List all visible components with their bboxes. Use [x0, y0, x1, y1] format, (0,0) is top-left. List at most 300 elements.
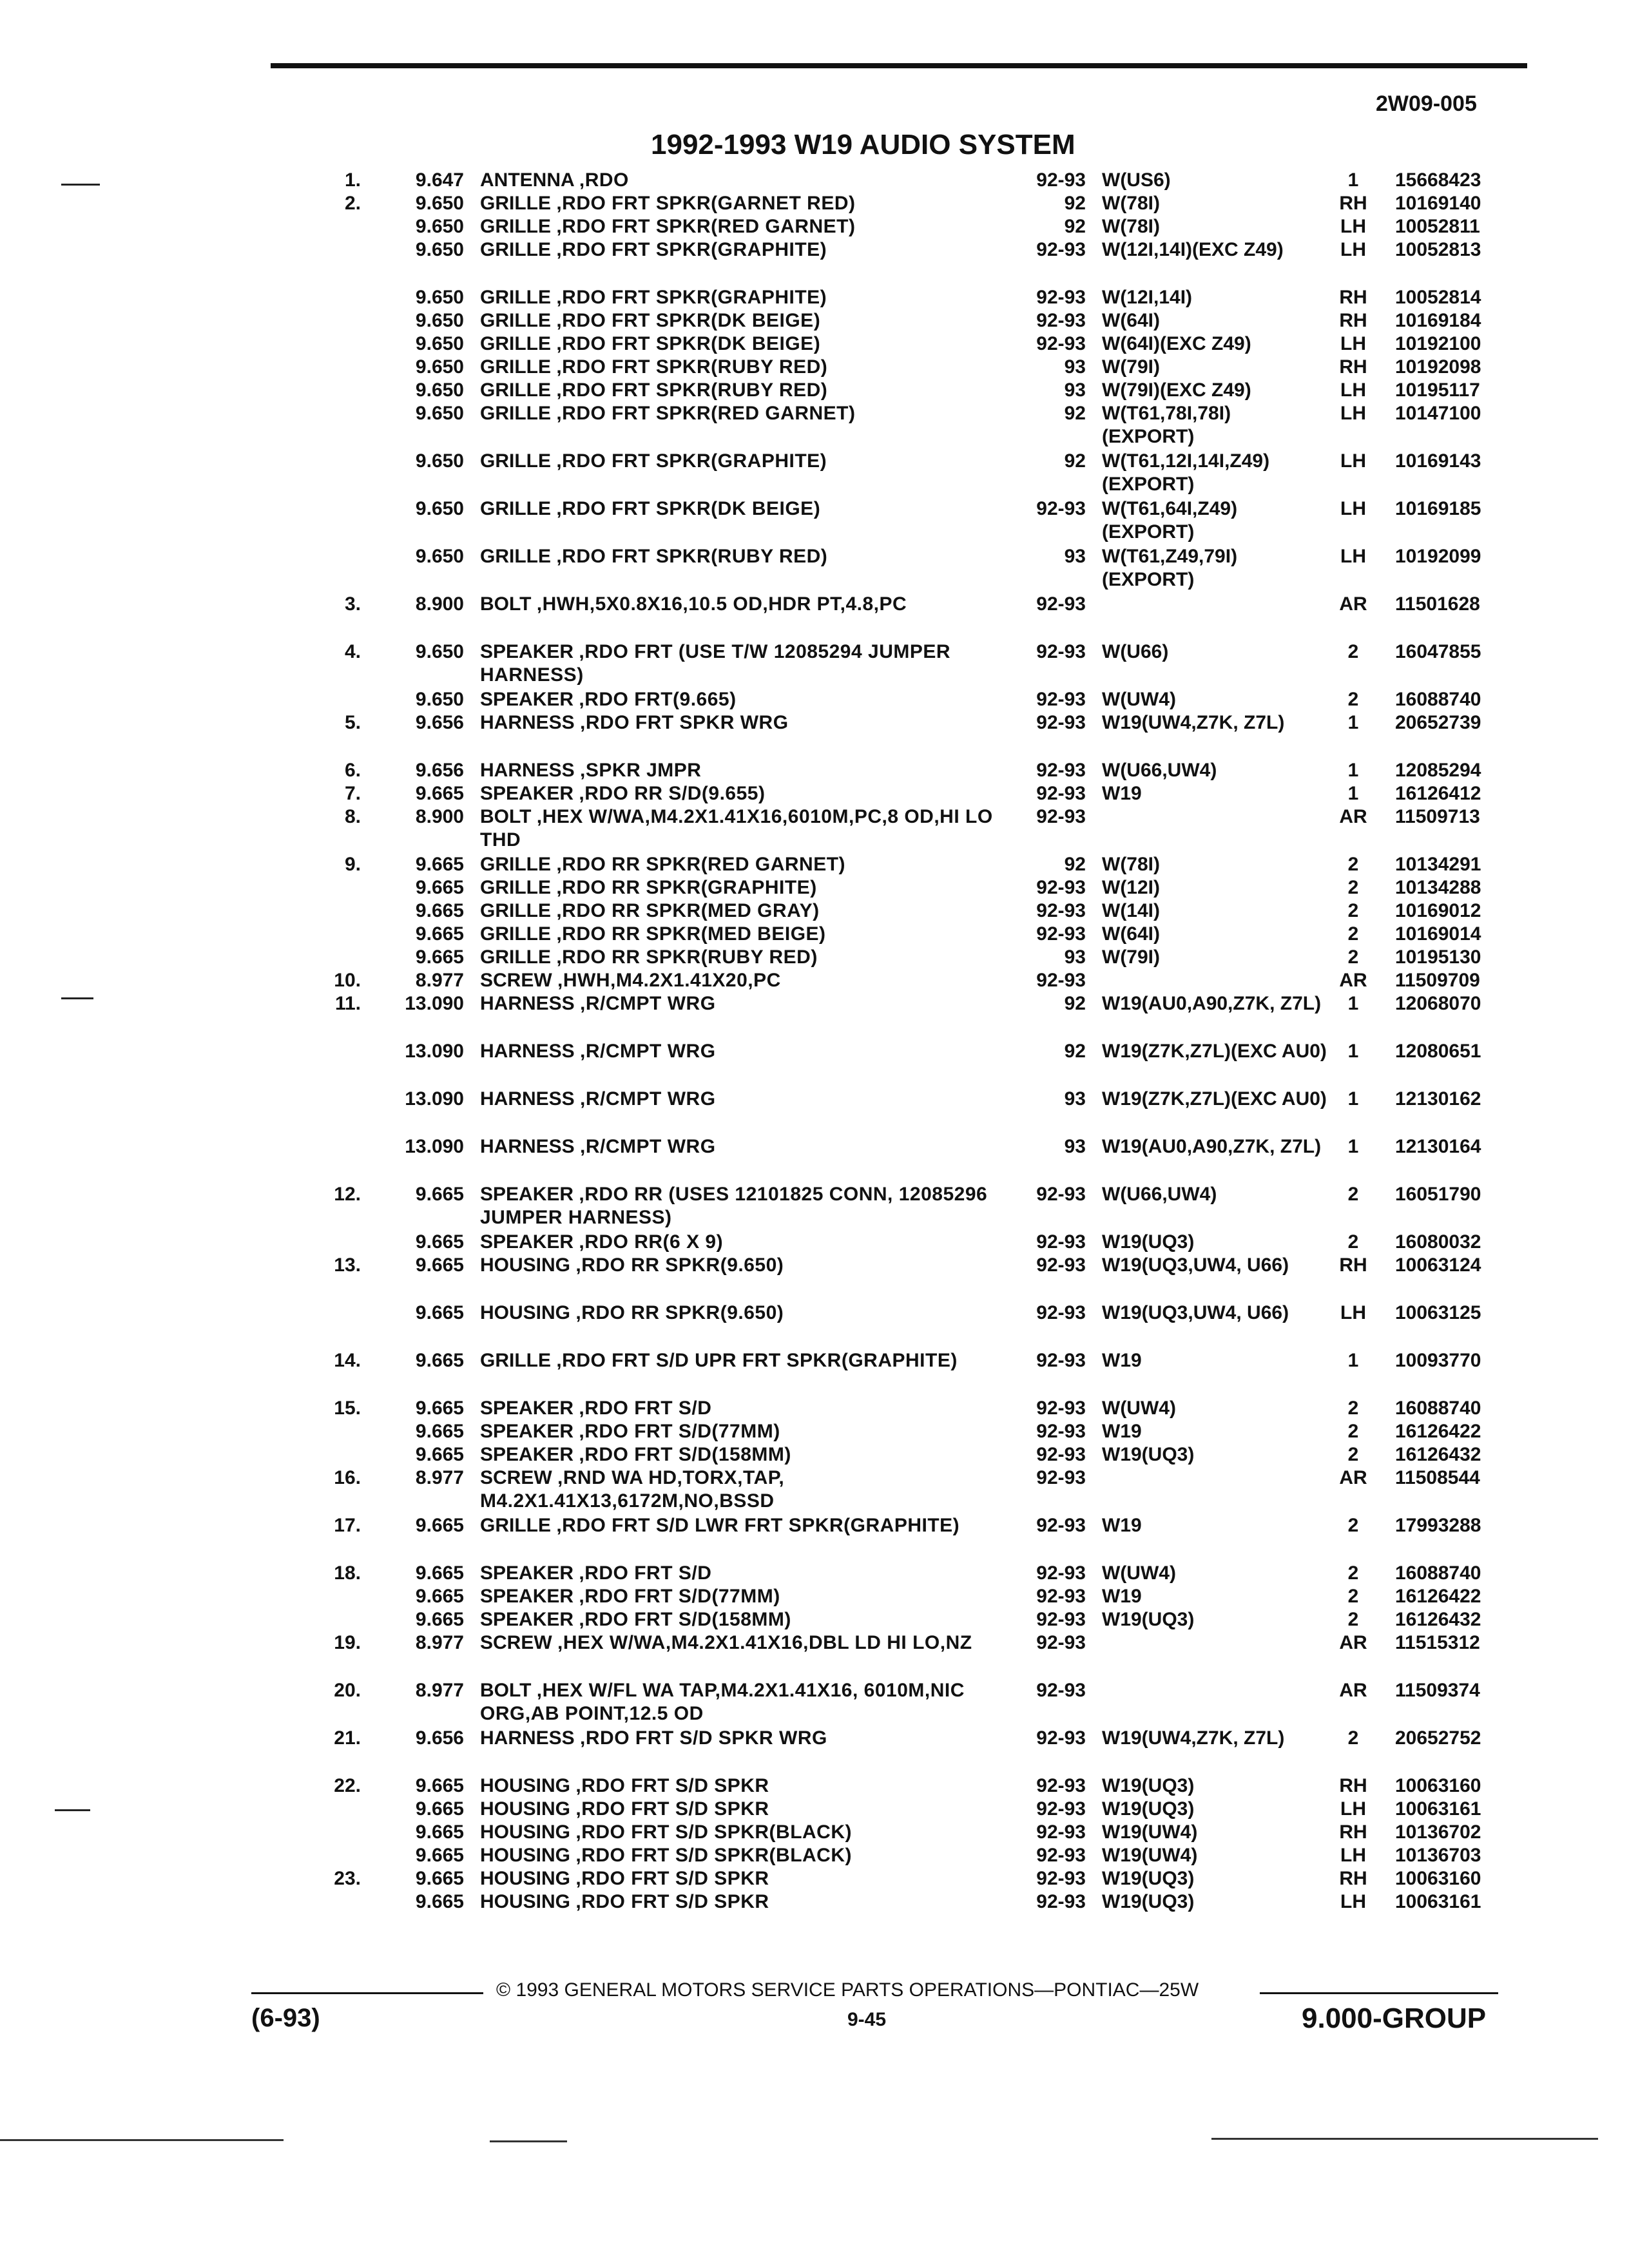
part-name: HARNESS: [480, 1041, 575, 1062]
usage-code: W19: [1102, 1350, 1142, 1371]
model-years: 92-93: [1036, 1680, 1086, 1701]
usage-code: W19(UQ3): [1102, 1891, 1195, 1912]
part-description: [480, 1727, 1008, 1750]
model-years: 92-93: [1036, 712, 1086, 733]
part-number: 16047855: [1395, 641, 1481, 662]
part-name: HOUSING: [480, 1254, 571, 1276]
part-description: [480, 1135, 1008, 1158]
part-number: 10192098: [1395, 356, 1481, 378]
quantity: AR: [1339, 593, 1367, 615]
part-row: [0, 778, 1629, 802]
model-years: 93: [1064, 947, 1086, 968]
quantity: 2: [1347, 900, 1359, 921]
quantity: LH: [1340, 216, 1366, 237]
part-detail: ,RDO FRT S/D LWR FRT SPKR(GRAPHITE): [556, 1515, 960, 1536]
model-years: 92-93: [1036, 1727, 1086, 1749]
group-number: 9.650: [415, 450, 464, 472]
part-row: [0, 919, 1629, 945]
part-number: 10063125: [1395, 1302, 1481, 1323]
part-name: GRILLE: [480, 498, 551, 519]
part-number: 11501628: [1395, 593, 1480, 615]
quantity: 1: [1347, 169, 1359, 191]
part-name: SPEAKER: [480, 689, 574, 710]
quantity: RH: [1339, 1868, 1367, 1889]
quantity: 2: [1347, 1609, 1359, 1630]
group-number: 13.090: [405, 993, 464, 1014]
quantity: LH: [1340, 333, 1366, 354]
model-years: 92-93: [1036, 877, 1086, 898]
footer-date: (6-93): [251, 2004, 320, 2032]
quantity: LH: [1340, 546, 1366, 567]
model-years: 92-93: [1036, 1609, 1086, 1630]
part-detail: ,RDO FRT SPKR(GRAPHITE): [556, 287, 827, 308]
part-row: [0, 1558, 1629, 1584]
usage-code: W(79I): [1102, 947, 1160, 968]
quantity: 2: [1347, 1562, 1359, 1584]
part-name: HOUSING: [480, 1868, 571, 1889]
part-row: [0, 1131, 1629, 1179]
part-detail: ,RDO FRT SPKR(DK BEIGE): [556, 310, 821, 331]
usage-code: W(78I): [1102, 216, 1160, 237]
part-detail: ,RDO FRT S/D: [579, 1562, 712, 1584]
part-detail: ,RDO FRT SPKR(RED GARNET): [556, 216, 856, 237]
model-years: 92-93: [1036, 783, 1086, 804]
part-description: [480, 1514, 1008, 1537]
part-number: 11515312: [1395, 1632, 1480, 1653]
part-row: [0, 1887, 1629, 1910]
model-years: 93: [1064, 546, 1086, 567]
part-row: [0, 1345, 1629, 1393]
part-detail: ,RND WA HD,TORX,TAP, M4.2X1.41X13,6172M,NO,BSSD: [480, 1467, 785, 1512]
part-row: [0, 942, 1629, 968]
part-description: [480, 711, 1008, 735]
part-name: SPEAKER: [480, 1421, 574, 1442]
part-detail: ,RDO FRT S/D SPKR(BLACK): [575, 1821, 853, 1843]
part-name: SPEAKER: [480, 783, 574, 804]
part-detail: ,RDO FRT SPKR(GRAPHITE): [556, 239, 827, 260]
part-row: [0, 1393, 1629, 1419]
part-number: 11509374: [1395, 1680, 1480, 1701]
part-detail: ,HEX W/WA,M4.2X1.41X16,6010M,PC,8 OD,HI LO THD: [480, 806, 993, 850]
part-row: [0, 329, 1629, 352]
part-name: HARNESS: [480, 993, 575, 1014]
part-row: [0, 849, 1629, 875]
model-years: 92-93: [1036, 1632, 1086, 1653]
part-detail: ,RDO RR SPKR(MED GRAY): [556, 900, 820, 921]
part-row: [0, 1463, 1629, 1510]
model-years: 93: [1064, 356, 1086, 378]
part-name: HARNESS: [480, 712, 575, 733]
group-number: 9.665: [415, 1254, 464, 1276]
part-name: SPEAKER: [480, 1231, 574, 1253]
part-number: 16051790: [1395, 1184, 1481, 1205]
model-years: 92-93: [1036, 498, 1086, 519]
part-name: GRILLE: [480, 854, 551, 875]
usage-code: W19(UQ3): [1102, 1775, 1195, 1796]
part-row: [0, 1084, 1629, 1131]
group-number: 9.650: [415, 356, 464, 378]
group-number: 13.090: [405, 1088, 464, 1110]
usage-code: W(79I): [1102, 356, 1160, 378]
part-detail: ,RDO FRT S/D(158MM): [579, 1444, 791, 1465]
part-row: [0, 1628, 1629, 1675]
part-detail: ,RDO FRT S/D(158MM): [579, 1609, 791, 1630]
group-number: 9.656: [415, 760, 464, 781]
model-years: 92-93: [1036, 239, 1086, 260]
part-detail: ,RDO FRT SPKR(RUBY RED): [556, 380, 828, 401]
group-number: 9.665: [415, 1868, 464, 1889]
part-number: 10169012: [1395, 900, 1481, 921]
usage-code: W19(UQ3): [1102, 1798, 1195, 1820]
group-number: 9.665: [415, 1350, 464, 1371]
part-row: [0, 165, 1629, 191]
model-years: 92-93: [1036, 593, 1086, 615]
usage-code: W19(UQ3,UW4, U66): [1102, 1302, 1289, 1323]
part-name: HARNESS: [480, 1136, 575, 1157]
quantity: 1: [1347, 1350, 1359, 1371]
part-name: SPEAKER: [480, 641, 574, 662]
group-number: 8.977: [415, 1467, 464, 1488]
group-number: 9.665: [415, 1398, 464, 1419]
group-number: 13.090: [405, 1041, 464, 1062]
part-number: 16126432: [1395, 1444, 1481, 1465]
part-number: 16126412: [1395, 783, 1481, 804]
part-description: [480, 1890, 1008, 1914]
part-description: [480, 1466, 1008, 1513]
model-years: 92-93: [1036, 1350, 1086, 1371]
part-row: [0, 305, 1629, 329]
part-name: SPEAKER: [480, 1586, 574, 1607]
part-name: GRILLE: [480, 333, 551, 354]
index-number: 9.: [344, 854, 361, 875]
index-number: 4.: [344, 641, 361, 662]
model-years: 92-93: [1036, 1845, 1086, 1866]
usage-code: W19(Z7K,Z7L)(EXC AU0): [1102, 1041, 1327, 1062]
model-years: 92-93: [1036, 1562, 1086, 1584]
part-number: 10052813: [1395, 239, 1481, 260]
quantity: 2: [1347, 1184, 1359, 1205]
part-row: [0, 1416, 1629, 1442]
part-detail: ,RDO FRT SPKR(DK BEIGE): [556, 333, 821, 354]
part-number: 10169140: [1395, 193, 1481, 214]
part-detail: ,RDO FRT SPKR(RUBY RED): [556, 546, 828, 567]
usage-code: W(U66,UW4): [1102, 760, 1217, 781]
group-number: 9.650: [415, 310, 464, 331]
bottom-rule: [0, 2139, 284, 2141]
part-description: [480, 1183, 1008, 1229]
usage-code: W(US6): [1102, 169, 1171, 191]
part-number: 16126422: [1395, 1421, 1481, 1442]
quantity: LH: [1340, 1798, 1366, 1820]
part-number: 10147100: [1395, 403, 1481, 424]
part-name: HOUSING: [480, 1798, 571, 1820]
part-detail: ,RDO FRT SPKR(GRAPHITE): [556, 450, 827, 472]
part-name: GRILLE: [480, 900, 551, 921]
group-number: 9.650: [415, 239, 464, 260]
part-name: SCREW: [480, 1632, 552, 1653]
part-row: [0, 494, 1629, 541]
part-name: HARNESS: [480, 760, 575, 781]
part-detail: ,RDO RR SPKR(GRAPHITE): [556, 877, 817, 898]
group-number: 9.665: [415, 1775, 464, 1796]
model-years: 92: [1064, 193, 1086, 214]
usage-code: W(UW4): [1102, 689, 1176, 710]
group-number: 9.665: [415, 1515, 464, 1536]
part-detail: ,RDO RR (USES 12101825 CONN, 12085296 JUMPER HARNESS): [480, 1184, 988, 1228]
part-row: [0, 188, 1629, 214]
model-years: 93: [1064, 380, 1086, 401]
quantity: LH: [1340, 380, 1366, 401]
part-row: [0, 755, 1629, 781]
model-years: 92-93: [1036, 923, 1086, 945]
model-years: 92-93: [1036, 1868, 1086, 1889]
part-detail: ,RDO FRT S/D SPKR: [575, 1891, 769, 1912]
part-detail: ,R/CMPT WRG: [580, 1136, 716, 1157]
part-name: SPEAKER: [480, 1444, 574, 1465]
part-row: [0, 1250, 1629, 1298]
model-years: 92-93: [1036, 1184, 1086, 1205]
part-detail: ,RDO FRT SPKR(GARNET RED): [556, 193, 856, 214]
part-row: [0, 282, 1629, 308]
part-name: HOUSING: [480, 1821, 571, 1843]
group-number: 9.665: [415, 900, 464, 921]
group-number: 9.665: [415, 1184, 464, 1205]
part-name: SCREW: [480, 970, 552, 991]
model-years: 92-93: [1036, 333, 1086, 354]
group-number: 8.977: [415, 1680, 464, 1701]
part-description: [480, 1088, 1008, 1111]
group-number: 9.665: [415, 854, 464, 875]
quantity: LH: [1340, 450, 1366, 472]
part-row: [0, 1840, 1629, 1866]
group-number: 9.650: [415, 287, 464, 308]
part-description: [480, 1679, 1008, 1725]
part-row: [0, 1581, 1629, 1607]
model-years: 92-93: [1036, 641, 1086, 662]
model-years: 93: [1064, 1088, 1086, 1110]
part-description: [480, 593, 1008, 616]
quantity: 2: [1347, 1231, 1359, 1253]
part-row: [0, 398, 1629, 446]
part-detail: ,RDO FRT (USE T/W 12085294 JUMPER HARNESS): [480, 641, 951, 686]
group-number: 9.665: [415, 923, 464, 945]
part-detail: ,HEX W/WA,M4.2X1.41X16,DBL LD HI LO,NZ: [557, 1632, 972, 1653]
usage-code: W(78I): [1102, 854, 1160, 875]
part-detail: ,RDO FRT S/D SPKR(BLACK): [575, 1845, 853, 1866]
quantity: 2: [1347, 689, 1359, 710]
group-number: 13.090: [405, 1136, 464, 1157]
part-row: [0, 1794, 1629, 1820]
part-number: 10052811: [1395, 216, 1480, 237]
part-description: [480, 640, 1008, 687]
group-number: 9.665: [415, 1798, 464, 1820]
usage-code: W19: [1102, 1515, 1142, 1536]
part-description: [480, 992, 1008, 1015]
index-number: 18.: [334, 1562, 361, 1584]
part-row: [0, 1723, 1629, 1771]
part-number: 10136703: [1395, 1845, 1481, 1866]
part-description: [480, 238, 1008, 262]
part-number: 10169185: [1395, 498, 1481, 519]
part-detail: ,RDO FRT S/D SPKR: [575, 1798, 769, 1820]
copyright-notice: © 1993 GENERAL MOTORS SERVICE PARTS OPERATIONS—PONTIAC—25W: [496, 1979, 1199, 2001]
group-number: 9.665: [415, 1609, 464, 1630]
group-number: 9.650: [415, 498, 464, 519]
model-years: 92-93: [1036, 1775, 1086, 1796]
part-detail: ,HWH,M4.2X1.41X20,PC: [557, 970, 781, 991]
part-row: [0, 707, 1629, 755]
quantity: 2: [1347, 923, 1359, 945]
usage-code: W(12I,14I): [1102, 287, 1193, 308]
part-name: GRILLE: [480, 356, 551, 378]
quantity: RH: [1339, 310, 1367, 331]
model-years: 92-93: [1036, 1254, 1086, 1276]
part-row: [0, 446, 1629, 494]
usage-code: W19(UW4): [1102, 1845, 1198, 1866]
part-name: GRILLE: [480, 310, 551, 331]
group-number: 9.665: [415, 783, 464, 804]
part-row: [0, 375, 1629, 401]
doc-code: 2W09-005: [1376, 91, 1477, 116]
part-number: 12085294: [1395, 760, 1481, 781]
group-number: 9.650: [415, 689, 464, 710]
part-number: 10192100: [1395, 333, 1481, 354]
model-years: 92-93: [1036, 1586, 1086, 1607]
part-name: GRILLE: [480, 923, 551, 945]
usage-code: W(12I): [1102, 877, 1160, 898]
part-number: 10063160: [1395, 1868, 1481, 1889]
part-name: GRILLE: [480, 403, 551, 424]
page-number: 9-45: [847, 2009, 887, 2030]
part-detail: ,RDO RR S/D(9.655): [579, 783, 766, 804]
part-row: [0, 872, 1629, 896]
usage-code: W(U66,UW4): [1102, 1184, 1217, 1205]
usage-code: W(12I,14I)(EXC Z49): [1102, 239, 1284, 260]
part-name: HOUSING: [480, 1775, 571, 1796]
quantity: LH: [1340, 1302, 1366, 1323]
part-row: [0, 1036, 1629, 1084]
group-number: 9.665: [415, 1845, 464, 1866]
part-name: ANTENNA: [480, 169, 574, 191]
part-row: [0, 684, 1629, 710]
part-number: 10169143: [1395, 450, 1481, 472]
index-number: 16.: [334, 1467, 361, 1488]
part-detail: ,R/CMPT WRG: [580, 993, 716, 1014]
part-number: 17993288: [1395, 1515, 1481, 1536]
part-name: HARNESS: [480, 1727, 575, 1749]
group-number: 8.900: [415, 806, 464, 827]
usage-code: W(14I): [1102, 900, 1160, 921]
model-years: 92-93: [1036, 1515, 1086, 1536]
usage-code: W19: [1102, 1421, 1142, 1442]
quantity: 1: [1347, 1136, 1359, 1157]
index-number: 23.: [334, 1868, 361, 1889]
part-row: [0, 637, 1629, 684]
usage-code: W19(UQ3): [1102, 1868, 1195, 1889]
model-years: 92-93: [1036, 1891, 1086, 1912]
part-row: [0, 1510, 1629, 1558]
quantity: 2: [1347, 947, 1359, 968]
usage-code: W19(Z7K,Z7L)(EXC AU0): [1102, 1088, 1327, 1110]
parts-list: [0, 165, 1629, 1910]
usage-code: W(UW4): [1102, 1562, 1176, 1584]
part-row: [0, 211, 1629, 235]
part-name: GRILLE: [480, 947, 551, 968]
part-name: GRILLE: [480, 450, 551, 472]
part-detail: ,RDO FRT S/D(77MM): [579, 1586, 780, 1607]
model-years: 92-93: [1036, 760, 1086, 781]
model-years: 92-93: [1036, 970, 1086, 991]
usage-code: W19(UQ3): [1102, 1231, 1195, 1253]
part-name: HOUSING: [480, 1302, 571, 1323]
part-name: BOLT: [480, 593, 532, 615]
part-detail: ,RDO FRT S/D SPKR WRG: [580, 1727, 827, 1749]
part-row: [0, 965, 1629, 991]
quantity: 2: [1347, 877, 1359, 898]
part-name: SPEAKER: [480, 1184, 574, 1205]
part-description: [480, 1349, 1008, 1372]
index-number: 12.: [334, 1184, 361, 1205]
quantity: 2: [1347, 1421, 1359, 1442]
part-name: HARNESS: [480, 1088, 575, 1110]
part-description: [480, 1631, 1008, 1655]
group-number: 9.650: [415, 333, 464, 354]
model-years: 92-93: [1036, 900, 1086, 921]
part-detail: ,RDO FRT SPKR(RED GARNET): [556, 403, 856, 424]
part-detail: ,HWH,5X0.8X16,10.5 OD,HDR PT,4.8,PC: [536, 593, 907, 615]
model-years: 92: [1064, 1041, 1086, 1062]
index-number: 19.: [334, 1632, 361, 1653]
quantity: 2: [1347, 1515, 1359, 1536]
usage-code: W(64I)(EXC Z49): [1102, 333, 1251, 354]
part-name: GRILLE: [480, 287, 551, 308]
quantity: 1: [1347, 993, 1359, 1014]
part-row: [0, 1227, 1629, 1253]
part-number: 10063161: [1395, 1798, 1481, 1820]
quantity: 1: [1347, 783, 1359, 804]
part-number: 11508544: [1395, 1467, 1480, 1488]
part-detail: ,RDO FRT SPKR WRG: [580, 712, 789, 733]
group-number: 9.650: [415, 546, 464, 567]
usage-code: W19(UW4,Z7K, Z7L): [1102, 712, 1285, 733]
quantity: 1: [1347, 1088, 1359, 1110]
group-number: 9.665: [415, 1421, 464, 1442]
part-number: 10134288: [1395, 877, 1481, 898]
quantity: AR: [1339, 970, 1367, 991]
part-number: 10052814: [1395, 287, 1481, 308]
part-name: BOLT: [480, 1680, 532, 1701]
quantity: 2: [1347, 854, 1359, 875]
part-detail: ,RDO FRT S/D UPR FRT SPKR(GRAPHITE): [556, 1350, 958, 1371]
group-number: 9.665: [415, 1586, 464, 1607]
quantity: RH: [1339, 356, 1367, 378]
part-detail: ,RDO FRT S/D(77MM): [579, 1421, 780, 1442]
part-number: 11509709: [1395, 970, 1480, 991]
part-row: [0, 1298, 1629, 1345]
footer-rule-right: [1260, 1992, 1498, 1994]
part-row: [0, 1604, 1629, 1628]
usage-code: W(T61,64I,Z49) (EXPORT): [1102, 498, 1238, 543]
part-detail: ,RDO RR SPKR(9.650): [575, 1254, 784, 1276]
group-number: 8.900: [415, 593, 464, 615]
quantity: AR: [1339, 1680, 1367, 1701]
usage-code: W19(UQ3): [1102, 1444, 1195, 1465]
model-years: 92-93: [1036, 1398, 1086, 1419]
group-number: 9.656: [415, 1727, 464, 1749]
part-row: [0, 352, 1629, 378]
quantity: AR: [1339, 1632, 1367, 1653]
group-number: 8.977: [415, 970, 464, 991]
